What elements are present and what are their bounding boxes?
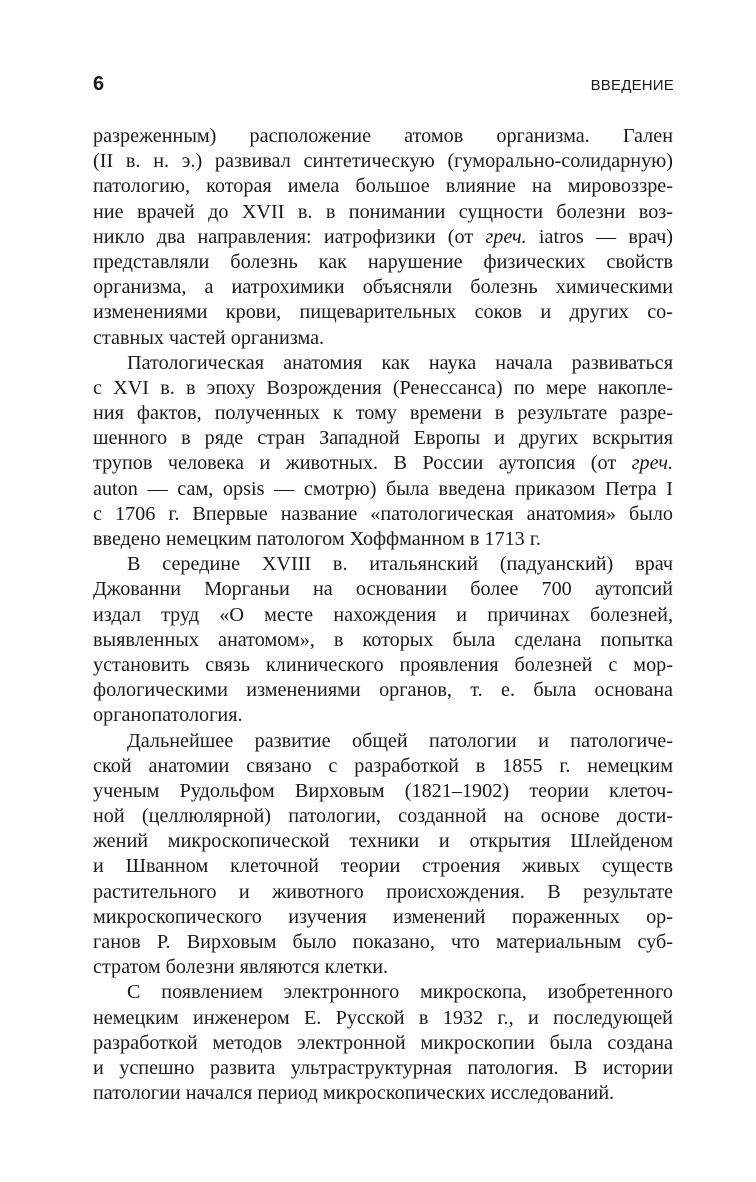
text-line: (II в. н. э.) развивал синтетическую (гуморально-солидарную): [93, 150, 673, 173]
text-line: организма, а иатрохимики объясняли болезнь химическими: [93, 276, 673, 299]
text-line: ганов Р. Вирховым было показано, что материальным суб-: [93, 931, 673, 953]
text-line: представляли болезнь как нарушение физических свойств: [93, 250, 673, 273]
text-line: и Шванном клеточной теории строения живых существ: [93, 855, 673, 878]
text-line: выявленных анатомом», в которых была сделана попытка: [93, 628, 673, 651]
text-line: ской анатомии связано с разработкой в 1855 г. немецким: [93, 754, 673, 777]
running-title: ВВЕДЕНИЕ: [590, 77, 674, 94]
text-line: разреженным) расположение атомов организма. Гален: [93, 125, 673, 147]
paragraph-3: [93, 552, 673, 728]
text-line: стратом болезни являются клетки.: [93, 956, 389, 979]
text-line: и успешно развита ультраструктурная патология. В истории: [93, 1056, 673, 1079]
text-line: ние врачей до XVII в. в понимании сущности болезни воз-: [93, 200, 673, 223]
text-line: немецким инженером Е. Русской в 1932 г., и последующей: [93, 1006, 673, 1029]
text-line: фологическими изменениями органов, т. е. была основана: [93, 679, 673, 702]
page-number: 6: [93, 73, 105, 95]
text-line: органопатология.: [93, 704, 243, 727]
text-line: патологии начался период микроскопических исследований.: [93, 1082, 615, 1105]
text-line: ной (целлюлярной) патологии, созданной на основе дости-: [93, 805, 673, 828]
text-line: растительного и животного происхождения. В результате: [93, 880, 673, 903]
text-line: В середине XVIII в. итальянский (падуанский) врач: [127, 553, 673, 576]
paragraph-2: [93, 351, 673, 553]
text-line: микроскопического изучения изменений пораженных ор-: [93, 905, 673, 928]
text-line: ученым Рудольфом Вирховым (1821–1902) теории клеточ-: [93, 779, 673, 802]
text-line: установить связь клинического проявления болезней с мор-: [93, 653, 673, 676]
text-line: никло два направления: иатрофизики (от греч. iatros — врач): [93, 225, 673, 248]
text-line: с XVI в. в эпоху Возрождения (Ренессанса) по мере накопле-: [93, 376, 673, 399]
text-line: ставных частей организма.: [93, 326, 325, 349]
text-line: патологию, которая имела большое влияние на мировоззре-: [93, 175, 673, 198]
text-line: ния фактов, полученных к тому времени в результате разре-: [93, 402, 673, 425]
text-line: Патологическая анатомия как наука начала развиваться: [127, 351, 673, 374]
text-line: auton — сам, opsis — смотрю) была введена приказом Петра I: [93, 477, 673, 500]
body-text: [93, 124, 673, 1106]
text-line: Джованни Морганьи на основании более 700 аутопсий: [93, 578, 673, 601]
text-line: шенного в ряде стран Западной Европы и других вскрытия: [93, 427, 673, 450]
text-line: жений микроскопической техники и открытия Шлейденом: [93, 830, 673, 853]
text-line: издал труд «О месте нахождения и причинах болезней,: [93, 603, 673, 626]
paragraph-4: [93, 729, 673, 981]
paragraph-5: [93, 980, 673, 1106]
paragraph-1: [93, 124, 673, 351]
text-line: изменениями крови, пищеварительных соков и других со-: [93, 301, 673, 324]
text-line: с 1706 г. Впервые название «патологическая анатомия» было: [93, 502, 673, 525]
text-line: С появлением электронного микроскопа, изобретенного: [127, 981, 673, 1004]
text-line: разработкой методов электронной микроскопии была создана: [93, 1031, 673, 1054]
text-line: введено немецким патологом Хоффманном в 1713 г.: [93, 528, 541, 550]
text-line: трупов человека и животных. В России аутопсия (от греч.: [93, 452, 673, 475]
text-line: Дальнейшее развитие общей патологии и патологиче-: [127, 729, 673, 752]
